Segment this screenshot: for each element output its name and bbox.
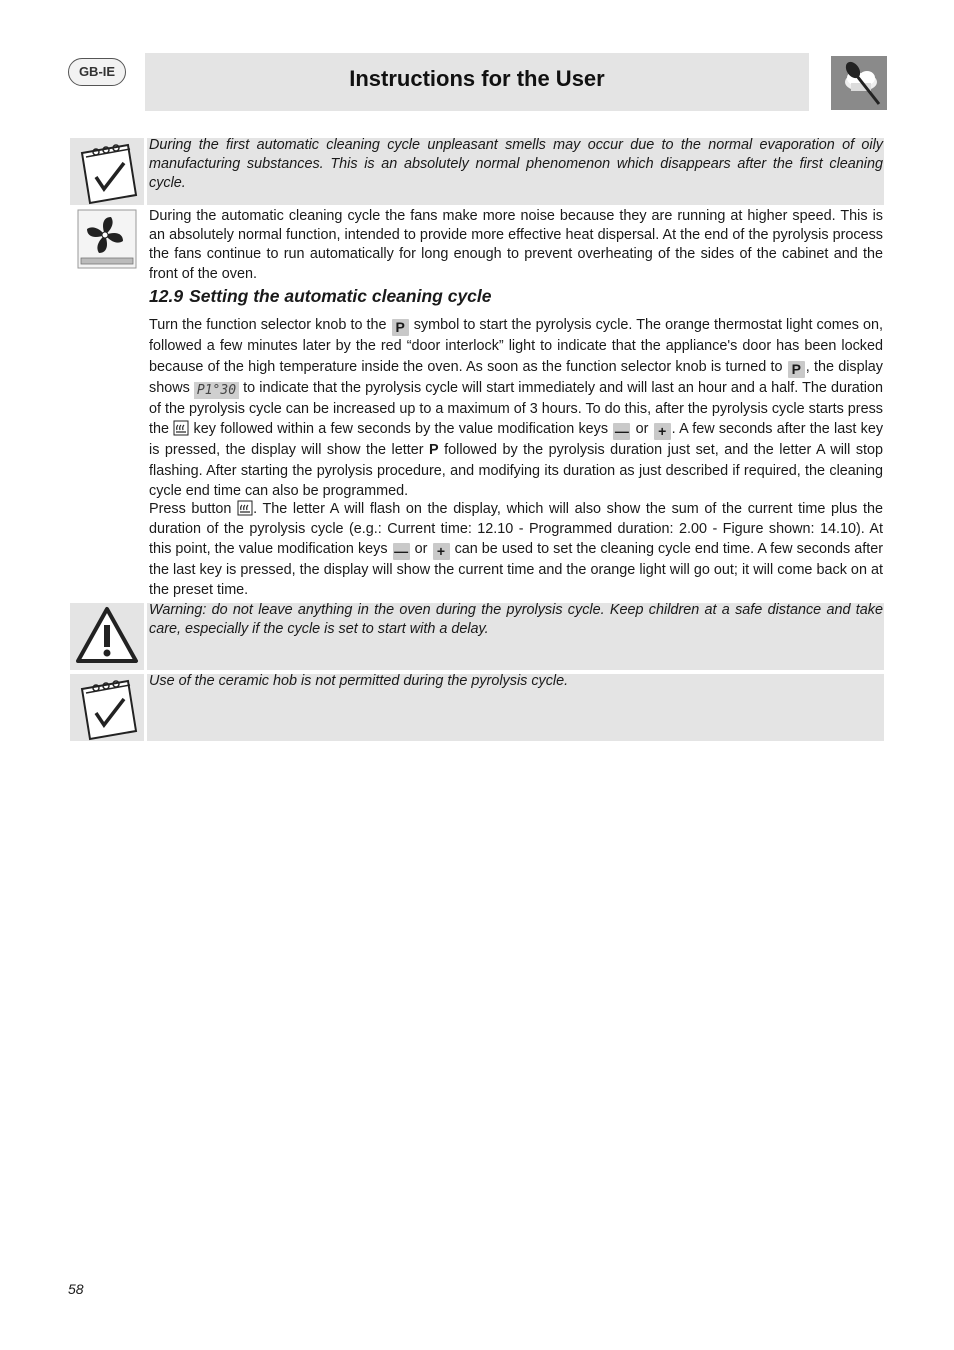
bold-letter-p: P: [429, 442, 439, 458]
note-icon-box: [70, 674, 144, 741]
notepad-check-icon: [70, 674, 144, 741]
fan-icon: [77, 209, 137, 269]
notepad-check-icon: [70, 138, 144, 205]
plus-key-icon: +: [433, 543, 450, 560]
minus-key-icon: —: [614, 423, 629, 439]
page-header: [145, 53, 809, 111]
body-paragraph-2: Press button . The letter A will flash on the display, which will also show the sum of the current time plus the duration of the pyrolysis cycle (e.g.: Current time: 12.10 - Programmed duration: 2.00 - Figure shown: 14.10). At this point, the value modification keys — or + can be used to set the cleaning cycle end time. A few seconds after the last key is pressed, the display will show the current time and the orange light will go out; it will come back on at the preset time.: [149, 501, 884, 598]
language-badge: GB-IE: [68, 58, 126, 86]
note-fans: During the automatic cleaning cycle the fans make more noise because they are running at higher speed. This is an absolutely normal function, intended to provide more effective heat dispersal. At the end of the pyrolysis process the fans continue to run automatically for long enough to prevent overheating of the sides of the cabinet and the front of the oven.: [149, 208, 883, 282]
p-key-icon: P: [392, 319, 409, 336]
pyrolysis-key-icon: [173, 420, 189, 436]
p-key-icon: P: [788, 361, 805, 378]
note-hob: Use of the ceramic hob is not permitted during the pyrolysis cycle.: [149, 673, 569, 689]
section-heading: [149, 286, 492, 307]
warning-icon-box: [70, 603, 144, 670]
plus-key-icon: +: [654, 423, 671, 440]
note-icon-box: [70, 138, 144, 205]
minus-key-icon: —: [394, 543, 409, 559]
note-first-cycle: During the first automatic cleaning cycle unpleasant smells may occur due to the normal evaporation of oily manufacturing substances. This is an absolutely normal phenomenon which disappears after the first cleaning cycle.: [149, 137, 883, 192]
display-readout: P1°30: [194, 382, 239, 399]
section-number: 12.9: [149, 286, 184, 306]
chef-spoon-icon: [831, 56, 887, 110]
page-title: Instructions for the User: [349, 66, 605, 91]
section-title: Setting the automatic cleaning cycle: [189, 286, 492, 306]
pyrolysis-key-icon: [237, 500, 253, 516]
note-warning: Warning: do not leave anything in the oven during the pyrolysis cycle. Keep children at a safe distance and take care, especially if the cycle is set to start with a delay.: [149, 602, 883, 638]
warning-triangle-icon: [70, 603, 144, 670]
body-paragraph-1: Turn the function selector knob to the P symbol to start the pyrolysis cycle. The orange thermostat light comes on, followed a few minutes later by the red “door interlock” light to indicate that the appliance's door has been locked because of the high temperature inside the oven. As soon as the function selector knob is turned to P , the display shows P1°30 to indicate that the pyrolysis cycle will start immediately and will last an hour and a half. The duration of the pyrolysis cycle can be increased up to a maximum of 3 hours. To do this, after the pyrolysis cycle starts press the key followed within a few seconds by the value modification keys — or + . A few seconds after the last key is pressed, the display will show the letter P followed by the pyrolysis duration just set, and the letter A will stop flashing. After starting the pyrolysis procedure, and modifying its duration as just described if required, the cleaning cycle end time can also be programmed.: [149, 317, 884, 499]
page-number: 58: [68, 1281, 84, 1297]
